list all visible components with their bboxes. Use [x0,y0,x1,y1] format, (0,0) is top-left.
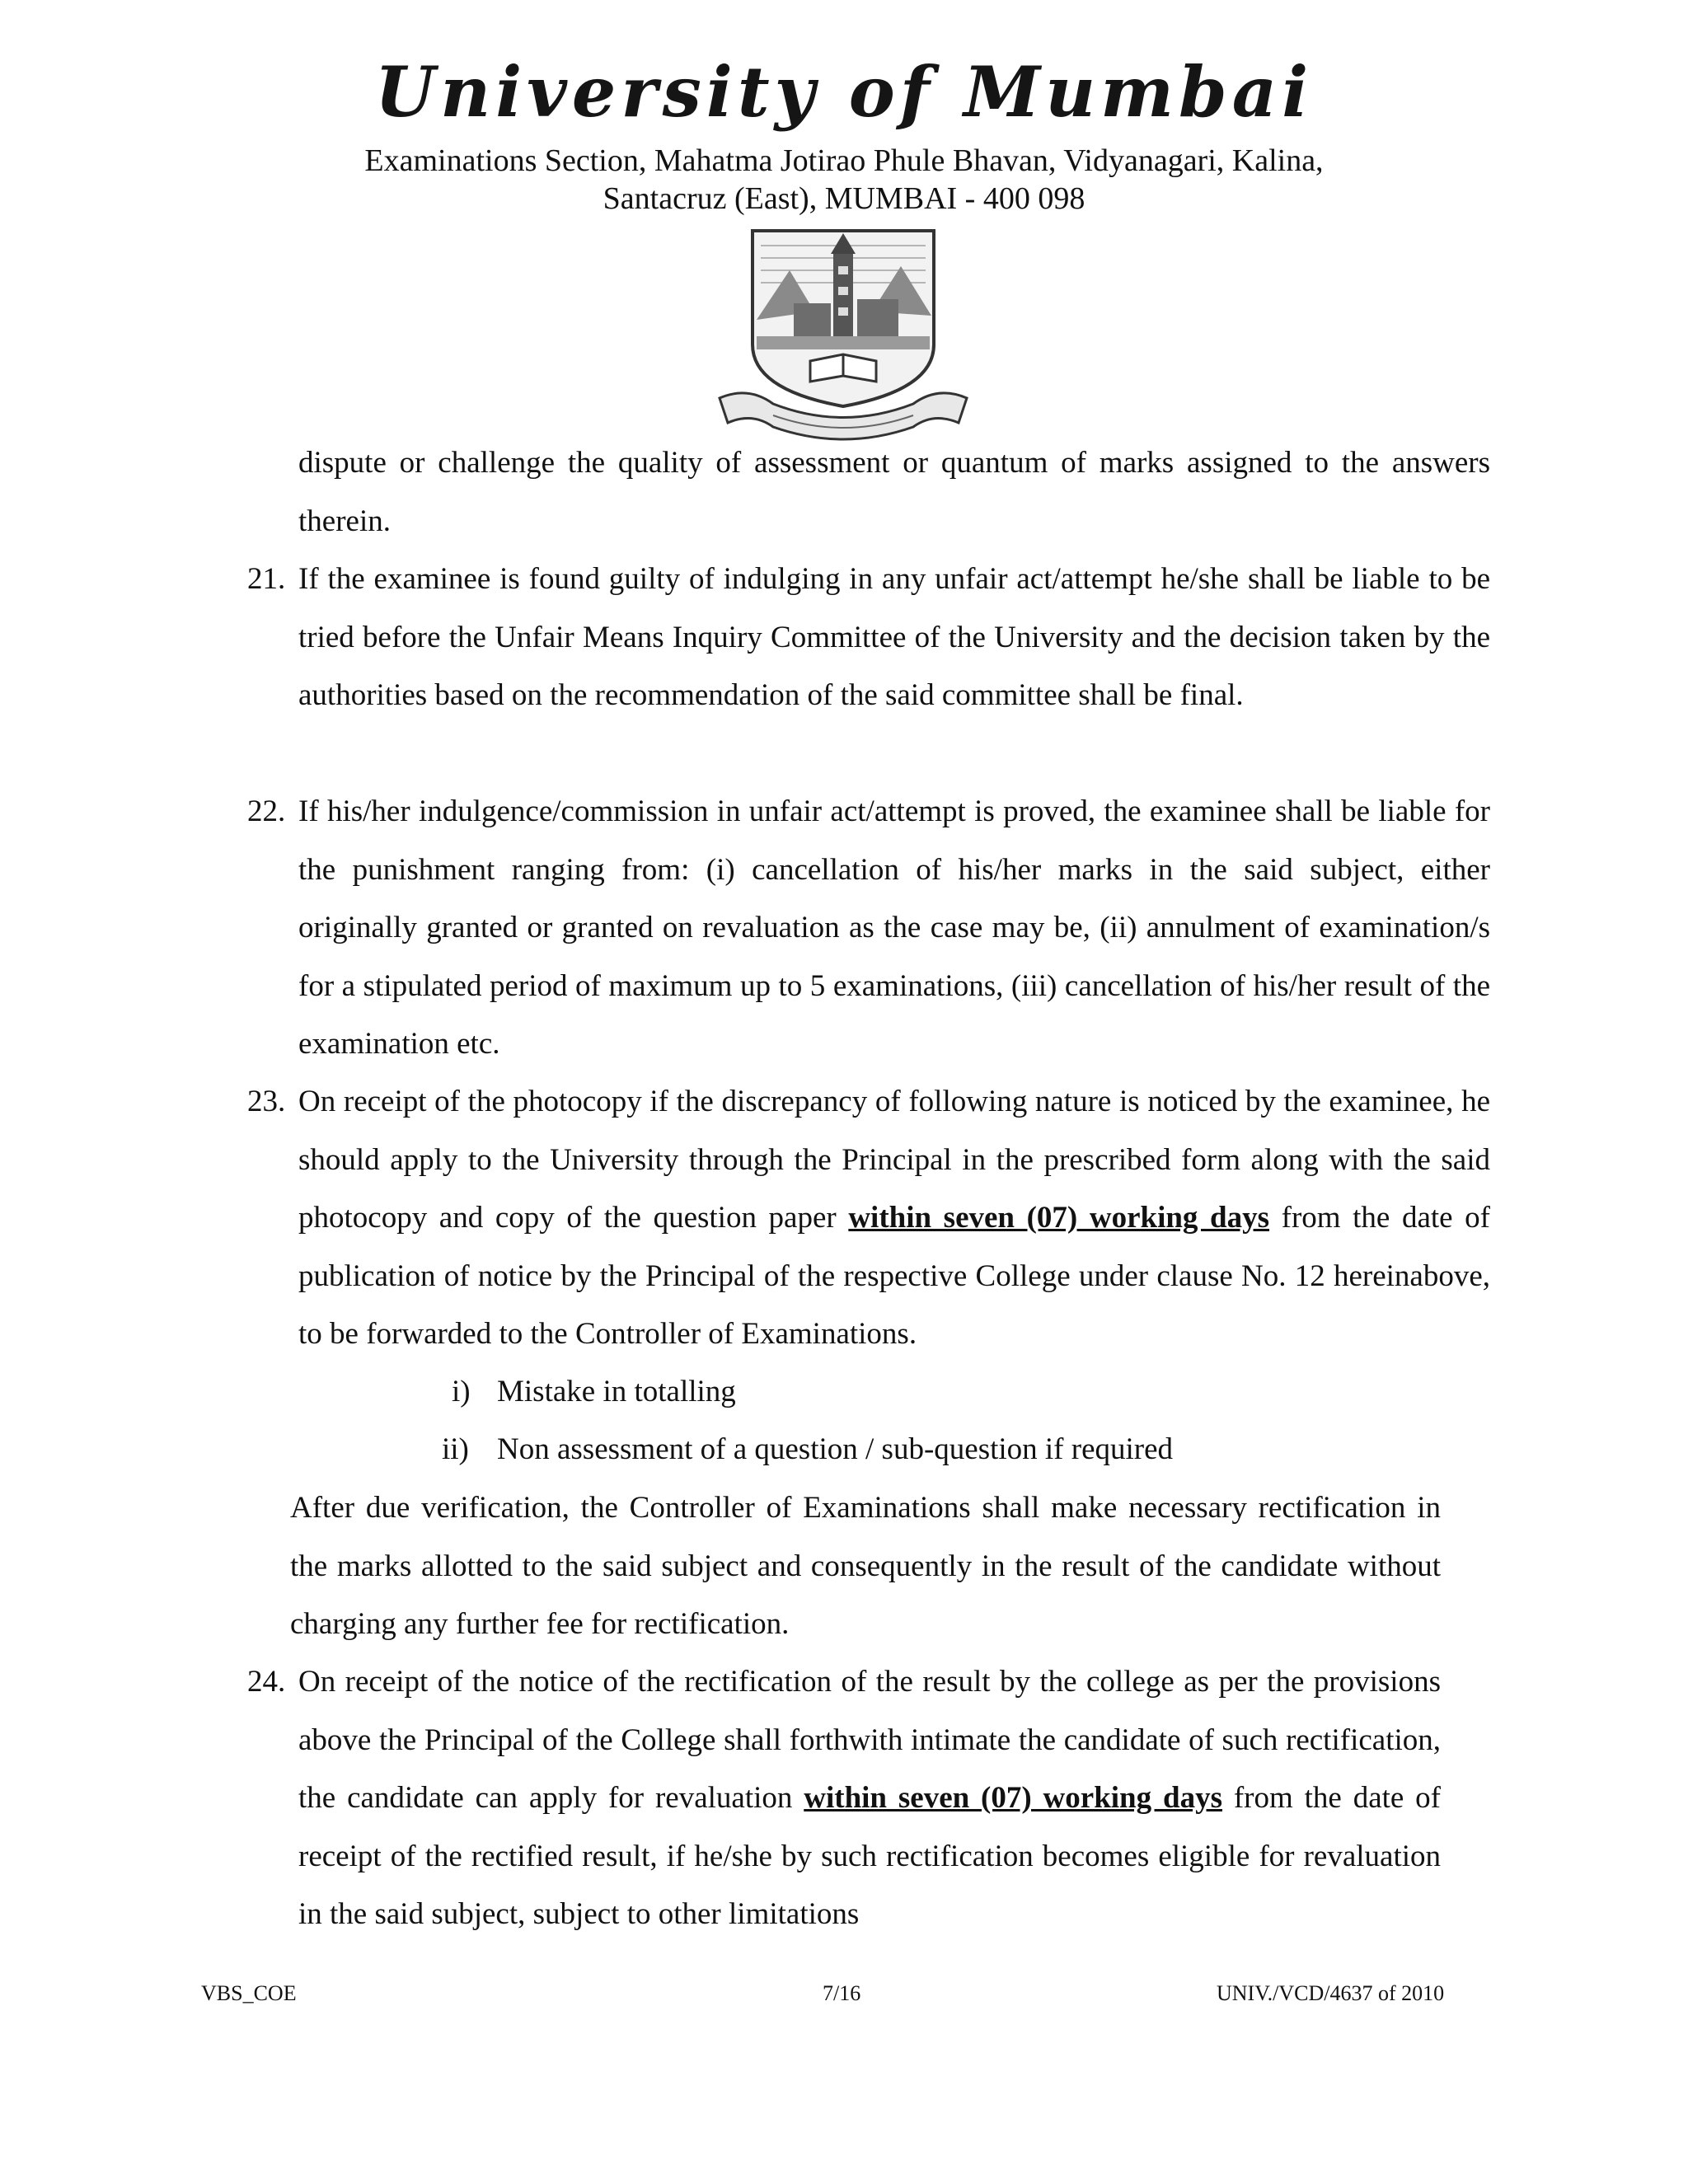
clause-24-text [298,1653,1441,1944]
clause-23-text-after: from the date of publication of notice by the Principal of the respective College under clause No. 12 hereinabove, to be forwarded to the Controller of Examinations. [298,1201,1490,1351]
clause-22-text: If his/her indulgence/commission in unfair act/attempt is proved, the examinee shall be liable for the punishment ranging from: (i) cancellation of his/her marks in the said subject, either originally granted or granted on revaluation as the case may be, (ii) annulment of examination/s for a stipulated period of maximum up to 5 examinations, (iii) cancellation of his/her result of the examination etc. [298,794,1490,1061]
clause-24-number: 24. [247,1665,286,1699]
item-text-mistake-in-totalling: Mistake in totalling [497,1375,736,1408]
address-line-2: Santacruz (East), MUMBAI - 400 098 [603,181,1085,216]
clause-23-deadline-emphasis: within seven (07) working days [848,1201,1270,1235]
footer-reference-number: UNIV./VCD/4637 of 2010 [1217,1981,1445,2005]
intro-paragraph: dispute or challenge the quality of assessment or quantum of marks assigned to the answers therein. [298,446,1490,538]
address-line-1: Examinations Section, Mahatma Jotirao Phule Bhavan, Vidyanagari, Kalina, [364,143,1324,178]
item-marker-i: i) [452,1375,471,1408]
clause-21-text: If the examinee is found guilty of indulging in any unfair act/attempt he/she shall be liable to be tried before the Unfair Means Inquiry Committee of the University and the decision taken by the authorities based on the recommendation of the said committee shall be final. [298,562,1490,712]
clause-24-text-after: from the date of receipt of the rectified result, if he/she by such rectification becomes eligible for revaluation in the said subject, subject to other limitations [298,1781,1442,1931]
item-text-non-assessment: Non assessment of a question / sub-question if required [497,1432,1174,1466]
clause-23-number: 23. [247,1085,286,1118]
clause-24-text-before: On receipt of the notice of the rectification of the result by the college as per the provisions above the Principal of the College shall forthwith intimate the candidate of such rectification, the candidate can apply for revaluation [298,1665,1441,1815]
clause-22-number: 22. [247,794,286,828]
clause-23-text [298,1073,1490,1364]
footer-page-number: 7/16 [823,1981,861,2005]
clause-23-text-before: On receipt of the photocopy if the discrepancy of following nature is noticed by the examinee, he should apply to the University through the Principal in the prescribed form along with the said photocopy and copy of the question paper [298,1085,1490,1235]
clause-23-followup: After due verification, the Controller of Examinations shall make necessary rectification in the marks allotted to the said subject and consequently in the result of the candidate without charging any further fee for rectification. [290,1491,1441,1641]
university-crest-icon [715,221,971,443]
university-name-logo: University of Mumbai [374,51,1314,133]
clause-21-number: 21. [247,562,286,596]
item-marker-ii: ii) [442,1432,469,1466]
footer-left-code: VBS_COE [201,1981,297,2005]
clause-24-deadline-emphasis: within seven (07) working days [804,1781,1222,1815]
